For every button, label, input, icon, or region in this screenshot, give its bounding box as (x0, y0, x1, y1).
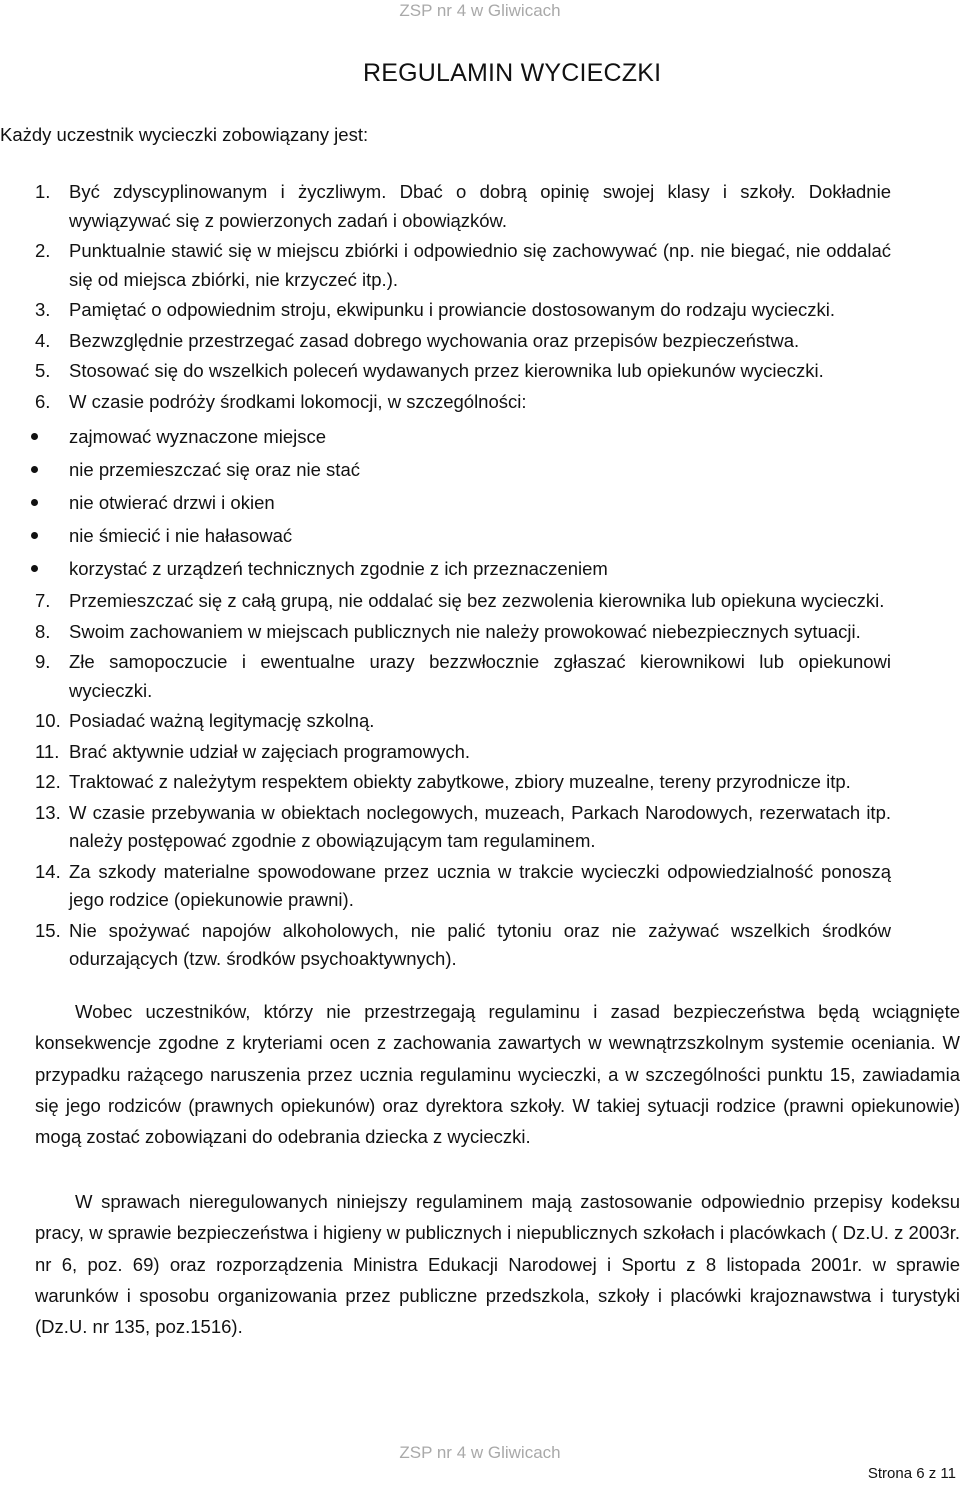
bullet-icon (31, 565, 38, 572)
rule-item-15 (0, 917, 891, 974)
rule-item-12 (0, 768, 891, 797)
rule-item-1 (0, 178, 891, 235)
bullet-item (0, 519, 891, 552)
bullet-text: nie śmiecić i nie hałasować (69, 525, 293, 546)
rule-text: Posiadać ważną legitymację szkolną. (69, 710, 375, 731)
rule-item-13 (0, 799, 891, 856)
bullet-text: korzystać z urządzeń technicznych zgodnie z ich przeznaczeniem (69, 558, 608, 579)
rule-text: Przemieszczać się z całą grupą, nie oddalać się bez zezwolenia kierownika lub opiekuna wycieczki. (69, 590, 885, 611)
rule-item-2 (0, 237, 891, 294)
page-header: ZSP nr 4 w Gliwicach (399, 1, 561, 20)
rule-item-4 (0, 327, 891, 356)
rule-number: 12. (35, 771, 61, 792)
rule-text: Swoim zachowaniem w miejscach publicznych nie należy prowokować niebezpiecznych sytuacji. (69, 620, 861, 642)
bullet-item (0, 420, 891, 453)
legal-basis-paragraph: W sprawach nieregulowanych niniejszy regulaminem mają zastosowanie odpowiednio przepisy kodeksu pracy, w sprawie bezpieczeństwa i higieny w publicznych i niepublicznych szkołach i placówkach ( Dz.U. z 2003r. nr 6, poz. 69) oraz rozporządzenia Ministra Edukacji Narodowej i Sportu z 8 listopada 2001r. w sprawie warunków i sposobu organizowania przez publiczne przedszkola, szkoły i placówki krajoznawstwa i turystyki (Dz.U. nr 135, poz.1516). (35, 1191, 960, 1338)
document-title: REGULAMIN WYCIECZKI (363, 59, 662, 87)
rule-number: 15. (35, 919, 61, 941)
bullet-icon (31, 433, 38, 440)
rule-item-14 (0, 858, 891, 915)
rule-number: 9. (35, 651, 51, 672)
rule-text: W czasie podróży środkami lokomocji, w szczególności: (69, 390, 527, 412)
rule-text: Być zdyscyplinowanym i życzliwym. Dbać o dobrą opinię swojej klasy i szkoły. Dokładnie wywiązywać się z powierzonych zadań i obowiązków. (69, 181, 891, 231)
rule-number: 1. (35, 181, 51, 202)
rule-number: 13. (35, 801, 61, 823)
rule-item-6 (0, 388, 891, 586)
rule-item-9 (0, 648, 891, 705)
rule-number: 11. (35, 740, 60, 762)
rule-number: 8. (35, 620, 51, 642)
rule-number: 7. (35, 590, 51, 611)
bullet-icon (31, 532, 38, 539)
rule-item-3 (0, 296, 891, 325)
intro-text: Każdy uczestnik wycieczki zobowiązany jest: (0, 124, 369, 145)
rule-text: Złe samopoczucie i ewentualne urazy bezzwłocznie zgłaszać kierownikowi lub opiekunowi wycieczki. (69, 651, 891, 701)
rule-text: Traktować z należytym respektem obiekty zabytkowe, zbiory muzealne, tereny przyrodnicze itp. (69, 771, 851, 792)
rule-item-10 (0, 707, 891, 736)
rule-number: 10. (35, 710, 61, 731)
rule-item-8 (0, 618, 891, 647)
rule-number: 2. (35, 240, 51, 261)
bullet-icon (31, 466, 38, 473)
bullet-text: zajmować wyznaczone miejsce (69, 426, 327, 447)
rule-text: Nie spożywać napojów alkoholowych, nie palić tytoniu oraz nie zażywać wszelkich środków odurzających (tzw. środków psychoaktywnych). (69, 919, 891, 969)
rules-list (0, 178, 960, 976)
bullet-text: nie otwierać drzwi i okien (69, 492, 275, 513)
rule-number: 3. (35, 299, 51, 320)
rule-text: Brać aktywnie udział w zajęciach programowych. (69, 740, 471, 762)
rule-text: W czasie przebywania w obiektach noclegowych, muzeach, Parkach Narodowych, rezerwatach itp. należy postępować zgodnie z obowiązującym tam regulaminem. (69, 801, 891, 851)
rule-number: 5. (35, 360, 51, 381)
rule-text: Stosować się do wszelkich poleceń wydawanych przez kierownika lub opiekunów wycieczki. (69, 360, 824, 381)
rule-number: 14. (35, 860, 61, 882)
bullet-icon (31, 499, 38, 506)
bullet-item (0, 453, 891, 486)
bullet-item (0, 486, 891, 519)
rule-item-7 (0, 587, 891, 616)
bullet-text: nie przemieszczać się oraz nie stać (69, 459, 360, 480)
rule-text: Za szkody materialne spowodowane przez ucznia w trakcie wycieczki odpowiedzialność ponoszą jego rodzice (opiekunowie prawni). (69, 860, 891, 910)
rule-item-5 (0, 357, 891, 386)
rule-text: Pamiętać o odpowiednim stroju, ekwipunku i prowiancie dostosowanym do rodzaju wycieczki. (69, 299, 836, 320)
rule-number: 4. (35, 329, 51, 351)
consequences-paragraph: Wobec uczestników, którzy nie przestrzegają regulaminu i zasad bezpieczeństwa będą wciągnięte konsekwencje zgodne z kryteriami ocen z zachowania zawartych w wewnątrzszkolnym systemie oceniania. W przypadku rażącego naruszenia przez ucznia regulaminu wycieczki, a w szczególności punktu 15, zawiadamia się jego rodziców (prawnych opiekunów) oraz dyrektora szkoły. W takiej sytuacji rodzice (prawni opiekunowie) mogą zostać zobowiązani do odebrania dziecka z wycieczki. (35, 1001, 960, 1148)
bullet-item (0, 552, 891, 585)
rule-text: Punktualnie stawić się w miejscu zbiórki i odpowiednio się zachowywać (np. nie biegać, nie oddalać się od miejsca zbiórki, nie krzyczeć itp.). (69, 240, 891, 290)
rule-text: Bezwzględnie przestrzegać zasad dobrego wychowania oraz przepisów bezpieczeństwa. (69, 329, 800, 351)
rule-item-11 (0, 738, 891, 767)
rule-number: 6. (35, 390, 51, 412)
page-number: Strona 6 z 11 (867, 1465, 956, 1482)
page-footer: ZSP nr 4 w Gliwicach (399, 1443, 561, 1462)
travel-rules-bullet-list (0, 420, 891, 585)
